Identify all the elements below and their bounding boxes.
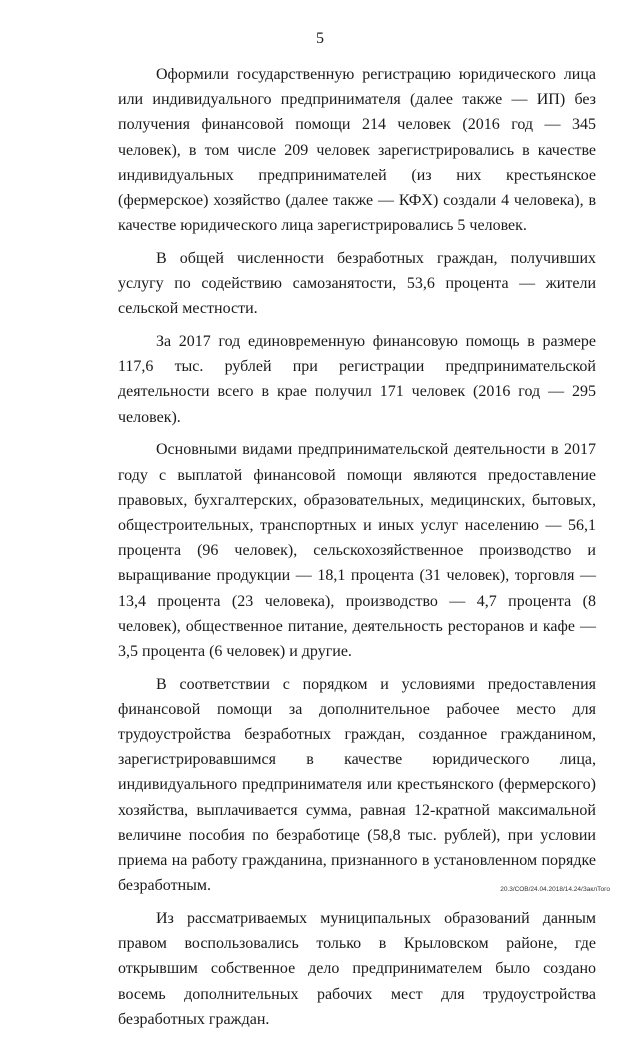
footer-document-code: 20.3/СОВ/24.04.2018/14.24/ЗаклТого: [500, 886, 610, 893]
paragraph-additional-workplace: В соответствии с порядком и условиями предоставления финансовой помощи за дополнительное рабочее место для трудоустройства безработных граждан, созданное гражданином, зарегистрировавшимся в качестве юридического лица, индивидуального предпринимателя или крестьянского (фермерского) хозяйства, выплачивается сумма, равная 12-кратной максимальной величине пособия по безработице (58,8 тыс. рублей), при условии приема на работу гражданина, признанного в установленном порядке безработным.: [118, 675, 596, 895]
paragraph-financial-aid: За 2017 год единовременную финансовую помощь в размере 117,6 тыс. рублей при регистрации предпринимательской деятельности всего в крае получил 171 человек (2016 год — 295 человек).: [118, 333, 596, 426]
paragraph-krylovsky-district: Из рассматриваемых муниципальных образований данным правом воспользовались только в Крыловском районе, где открывшим собственное дело предпринимателем было создано восемь дополнительных рабочих мест для трудоустройства безработных граждан.: [118, 910, 596, 1028]
paragraph-rural-share: В общей численности безработных граждан, получивших услугу по содействию самозанятости, 53,6 процента — жители сельской местности.: [118, 249, 596, 318]
page-number: 5: [316, 30, 324, 47]
paragraph-activity-types: Основными видами предпринимательской деятельности в 2017 году с выплатой финансовой помощи являются предоставление правовых, бухгалтерских, образовательных, медицинских, бытовых, общестроительных, транспортных и иных услуг населению — 56,1 процента (96 человек), сельскохозяйственное производство и выращивание продукции — 18,1 процента (31 человек), торговля — 13,4 процента (23 человека), производство — 4,7 процента (8 человек), общественное питание, деятельность ресторанов и кафе — 3,5 процента (6 человек) и другие.: [118, 441, 596, 660]
paragraph-registration: Оформили государственную регистрацию юридического лица или индивидуального предпринимателя (далее также — ИП) без получения финансовой помощи 214 человек (2016 год — 345 человек), в том числе 209 человек зарегистрировались в качестве индивидуальных предпринимателей (из них крестьянское (фермерское) хозяйство (далее также — КФХ) создали 4 человека), в качестве юридического лица зарегистрировались 5 человек.: [118, 66, 596, 235]
